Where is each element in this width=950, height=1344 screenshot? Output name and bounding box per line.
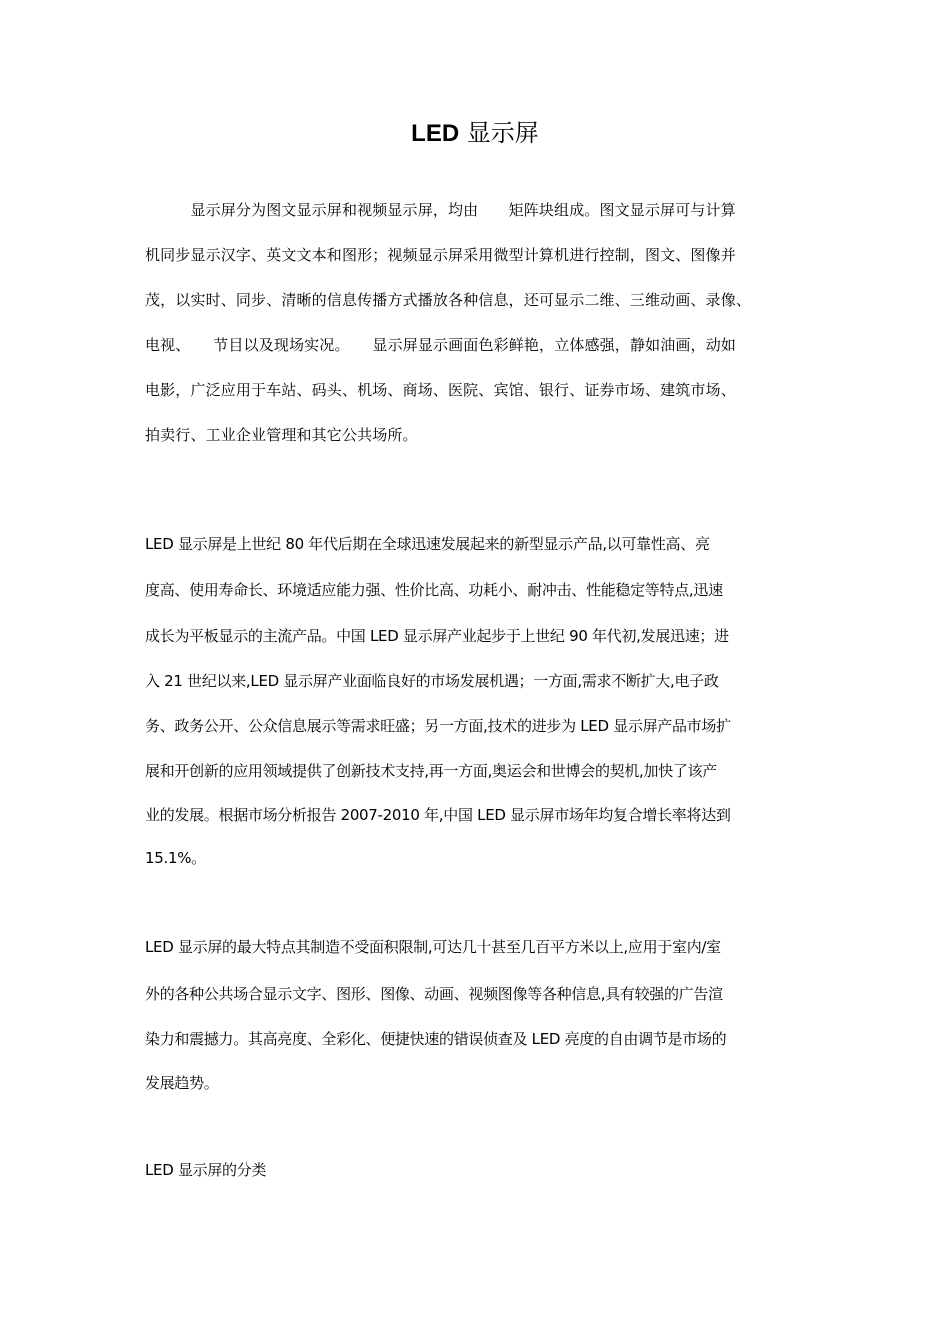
- paragraph-line: 机同步显示汉字、英文文本和图形；视频显示屏采用微型计算机进行控制，图文、图像并: [145, 246, 736, 264]
- paragraph-line: 入 21 世纪以来,LED 显示屏产业面临良好的市场发展机遇；一方面,需求不断扩大,电子政: [145, 672, 719, 690]
- paragraph-line: 外的各种公共场合显示文字、图形、图像、动画、视频图像等各种信息,具有较强的广告渲: [145, 985, 723, 1003]
- paragraph-line: 务、政务公开、公众信息展示等需求旺盛；另一方面,技术的进步为 LED 显示屏产品市场扩: [145, 717, 731, 735]
- paragraph-line: 茂，以实时、同步、清晰的信息传播方式播放各种信息，还可显示二维、三维动画、录像、: [145, 291, 752, 309]
- page-title-cjk: 显示屏: [466, 119, 539, 147]
- paragraph-line: LED 显示屏是上世纪 80 年代后期在全球迅速发展起来的新型显示产品,以可靠性高、亮: [145, 535, 710, 553]
- paragraph-line: 展和开创新的应用领域提供了创新技术支持,再一方面,奥运会和世博会的契机,加快了该产: [145, 762, 718, 780]
- paragraph-line: 电视、 节目以及现场实况。 显示屏显示画面色彩鲜艳，立体感强，静如油画，动如: [145, 336, 737, 354]
- paragraph-line: LED 显示屏的最大特点其制造不受面积限制,可达几十甚至几百平方米以上,应用于室内/室: [145, 938, 721, 956]
- paragraph-line: 染力和震撼力。其高亮度、全彩化、便捷快速的错误侦查及 LED 亮度的自由调节是市场的: [145, 1030, 727, 1048]
- paragraph-line: 显示屏分为图文显示屏和视频显示屏，均由 矩阵块组成。图文显示屏可与计算: [145, 201, 736, 219]
- paragraph-line: 发展趋势。: [145, 1074, 219, 1092]
- paragraph-line: 拍卖行、工业企业管理和其它公共场所。: [145, 426, 418, 444]
- page-title-latin: LED: [411, 120, 460, 147]
- page-title: [0, 116, 950, 151]
- paragraph-line: 成长为平板显示的主流产品。中国 LED 显示屏产业起步于上世纪 90 年代初,发展迅速；进: [145, 627, 729, 645]
- paragraph-line: 电影，广泛应用于车站、码头、机场、商场、医院、宾馆、银行、证券市场、建筑市场、: [145, 381, 736, 399]
- paragraph-line: 度高、使用寿命长、环境适应能力强、性价比高、功耗小、耐冲击、性能稳定等特点,迅速: [145, 581, 723, 599]
- section-heading: LED 显示屏的分类: [145, 1161, 267, 1179]
- paragraph-line: 业的发展。根据市场分析报告 2007-2010 年,中国 LED 显示屏市场年均复合增长率将达到: [145, 806, 731, 824]
- paragraph-line: 15.1%。: [145, 849, 206, 867]
